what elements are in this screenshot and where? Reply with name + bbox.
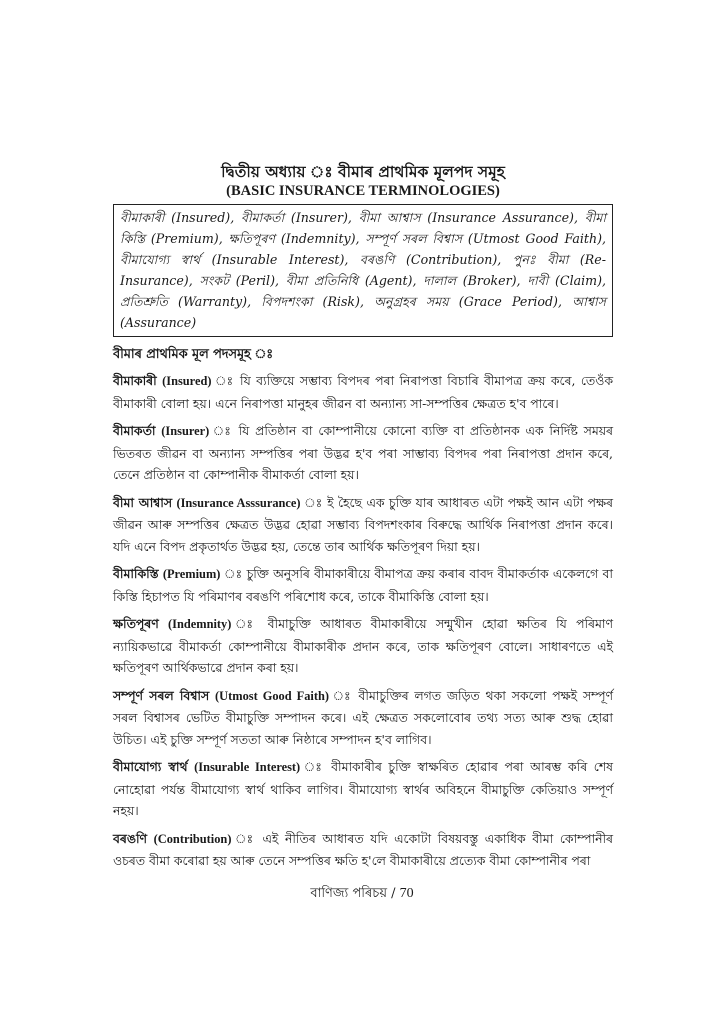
chapter-subtitle: (BASIC INSURANCE TERMINOLOGIES) [226, 183, 500, 199]
definition-utmost-good-faith [113, 685, 613, 751]
definition-insurance-assurance [113, 492, 613, 558]
definition-premium [113, 563, 613, 607]
footer-separator: / [391, 886, 396, 901]
document-page [113, 162, 613, 878]
page-footer [0, 885, 724, 903]
chapter-title: দ্বিতীয় অধ্যায় ঃ বীমাৰ প্ৰাথমিক মূলপদ সমূহ [221, 162, 505, 181]
definition-insured [113, 370, 613, 414]
definition-term: সম্পূৰ্ণ সৰল বিশ্বাস [113, 687, 210, 703]
definition-english: (Insurable Interest) [194, 760, 301, 774]
definition-indemnity [113, 613, 613, 679]
definition-insurer [113, 420, 613, 486]
definition-term: বীমাকিস্তি [113, 566, 159, 581]
definition-term: বৰঙণি [113, 830, 147, 846]
page-number: 70 [399, 886, 414, 901]
definition-text: ঃ ই হৈছে এক চুক্তি যাৰ আধাৰত এটা পক্ষই আন এটা পক্ষৰ জীৱন আৰু সম্পত্তিৰ ক্ষেত্ৰত উদ্ভৱ হোৱা সম্ভাব্য বিপদশংকাৰ বিৰুদ্ধে আৰ্থিক নিৰাপত্তা প্ৰদান কৰে। যদি এনে বিপদ প্ৰকৃতাৰ্থত উদ্ভৱ হয়, তেন্তে তাৰ আৰ্থিক ক্ষতিপূৰণ দিয়া হয়। [113, 494, 613, 554]
definition-text: ঃ চুক্তি অনুসৰি বীমাকাৰীয়ে বীমাপত্ৰ ক্ৰয় কৰাৰ বাবদ বীমাকৰ্তাক একেলগে বা কিস্তি হিচাপত যি পৰিমাণৰ বৰঙণি পৰিশোধ কৰে, তাকে বীমাকিস্তি বোলা হয়। [113, 566, 613, 604]
definition-term: বীমাযোগ্য স্বাৰ্থ [113, 759, 188, 774]
definition-english: (Contribution) [153, 831, 232, 846]
definition-text: ঃ এই নীতিৰ আধাৰত যদি একোটা বিষয়বস্তু একাধিক বীমা কোম্পানীৰ ওচৰত বীমা কৰোৱা হয় আৰু তেনে সম্পত্তিৰ ক্ষতি হ'লে বীমাকাৰীয়ে প্ৰত্যেক বীমা কোম্পানীৰ পৰা [113, 830, 613, 868]
definition-english: (Indemnity) [168, 617, 232, 631]
definition-term: ক্ষতিপূৰণ [113, 616, 159, 631]
definition-text: ঃ বীমাচুক্তিৰ লগত জড়িত থকা সকলো পক্ষই সম্পূৰ্ণ সৰল বিশ্বাসৰ ভেটিত বীমাচুক্তি সম্পাদন কৰে। এই ক্ষেত্ৰত সকলোবোৰ তথ্য সত্য আৰু শুদ্ধ হোৱা উচিত। এই চুক্তি সম্পূৰ্ণ সততা আৰু নিষ্ঠাৰে সম্পাদন হ'ব লাগিব। [113, 687, 613, 747]
definition-text: ঃ বীমাচুক্তি আধাৰত বীমাকাৰীয়ে সন্মুখীন হোৱা ক্ষতিৰ যি পৰিমাণ ন্যায়িকভাৱে বীমাকৰ্তা কোম্পানীয়ে বীমাকাৰীক প্ৰদান কৰে, তাক ক্ষতিপূৰণ বোলে। সাধাৰণতে এই ক্ষতিপূৰণ আৰ্থিকভাৱে প্ৰদান কৰা হয়। [113, 616, 613, 675]
terms-box: বীমাকাৰী (Insured), বীমাকৰ্তা (Insurer), বীমা আশ্বাস (Insurance Assurance), বীমা কিস্তি (Premium), ক্ষতিপূৰণ (Indemnity), সম্পূৰ্ণ সৰল বিশ্বাস (Utmost Good Faith), বীমাযোগ্য স্বাৰ্থ (Insurable Interest), বৰঙণি (Contribution), পুনঃ বীমা (Re-Insurance), সংকট (Peril), বীমা প্ৰতিনিধি (Agent), দালাল (Broker), দাবী (Claim), প্ৰতিশ্ৰুতি (Warranty), বিপদশংকা (Risk), অনুগ্ৰহৰ সময় (Grace Period), আশ্বাস (Assurance) [113, 204, 613, 337]
definitions-list [113, 370, 613, 872]
definition-text: ঃ যি ব্যক্তিয়ে সম্ভাব্য বিপদৰ পৰা নিৰাপত্তা বিচাৰি বীমাপত্ৰ ক্ৰয় কৰে, তেওঁক বীমাকাৰী বোলা হয়। এনে নিৰাপত্তা মানুহৰ জীৱন বা অন্যান্য সা-সম্পত্তিৰ ক্ষেত্ৰত হ'ব পাৰে। [113, 373, 613, 411]
definition-english: (Insurer) [161, 424, 210, 438]
definition-text: ঃ বীমাকাৰীৰ চুক্তি স্বাক্ষৰিত হোৱাৰ পৰা আৰম্ভ কৰি শেষ নোহোৱা পৰ্যন্ত বীমাযোগ্য স্বাৰ্থ থাকিব লাগিব। বীমাযোগ্য স্বাৰ্থৰ অবিহনে বীমাচুক্তি কেতিয়াও সম্পূৰ্ণ নহয়। [113, 759, 613, 818]
definition-english: (Premium) [162, 567, 221, 581]
footer-book-title: বাণিজ্য পৰিচয় [310, 886, 387, 901]
definition-english: (Insurance Asssurance) [176, 495, 301, 510]
definition-term: বীমাকাৰী [113, 373, 157, 388]
definition-insurable-interest [113, 756, 613, 822]
section-heading: বীমাৰ প্ৰাথমিক মূল পদসমূহ ঃ [113, 347, 274, 362]
definition-text: ঃ যি প্ৰতিষ্ঠান বা কোম্পানীয়ে কোনো ব্যক্তি বা প্ৰতিষ্ঠানক এক নিৰ্দিষ্ট সময়ৰ ভিতৰত জীৱন বা অন্যান্য সম্পত্তিৰ পৰা উদ্ভৱ হ'ব পৰা সাম্ভাব্য বিপদৰ পৰা নিৰাপত্তা প্ৰদান কৰে, তেনে প্ৰতিষ্ঠান বা কোম্পানীক বীমাকৰ্তা বোলা হয়। [113, 423, 613, 482]
definition-term: বীমা আশ্বাস [113, 494, 173, 510]
definition-english: (Insured) [162, 374, 212, 388]
definition-english: (Utmost Good Faith) [215, 688, 330, 703]
definition-term: বীমাকৰ্তা [113, 423, 156, 438]
definition-contribution [113, 828, 613, 872]
